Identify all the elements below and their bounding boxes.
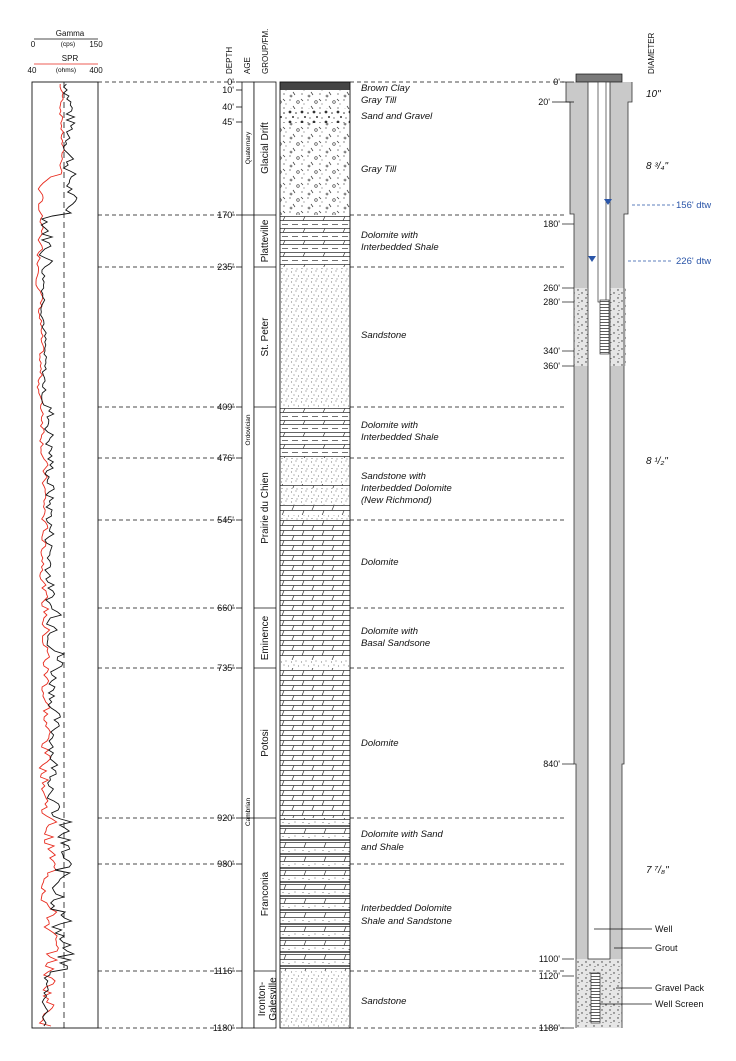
- desc-platteville-2: Interbedded Shale: [361, 242, 439, 253]
- diameter-labels: [646, 89, 669, 876]
- fm-franconia: Franconia: [260, 871, 271, 917]
- well-cap: [576, 74, 622, 82]
- well-depth-label-5: 340': [543, 346, 560, 356]
- fm-eminence: Eminence: [260, 615, 271, 661]
- water-level-226: 226' dtw: [676, 256, 712, 267]
- lith-gray-till-upper: [280, 90, 350, 109]
- spr-units: (ohms): [55, 67, 77, 74]
- age-header: AGE: [243, 57, 252, 74]
- lith-nr-band-2: [280, 505, 350, 515]
- fm-ironton: Ironton-: [257, 981, 268, 1017]
- legend-gravel-pack: Gravel Pack: [655, 983, 705, 993]
- gamma-min: 0: [30, 40, 36, 49]
- desc-gray-till-1: Gray Till: [361, 95, 397, 106]
- column-headers: [225, 29, 656, 74]
- well-screen-upper: [600, 300, 609, 354]
- lith-brown-clay: [280, 82, 350, 90]
- depth-label-8: 545': [217, 515, 234, 525]
- desc-stpeter: Sandstone: [361, 330, 407, 341]
- well-depth-label-3: 260': [543, 283, 560, 293]
- depth-header: DEPTH: [225, 46, 234, 74]
- desc-gray-till-2: Gray Till: [361, 164, 397, 175]
- depth-label-10: 735': [217, 663, 234, 673]
- desc-nr-3: (New Richmond): [361, 495, 432, 506]
- formation-column: [254, 82, 279, 1028]
- diameter-header: DIAMETER: [647, 32, 656, 74]
- diameter-8-3-4: 8 ³/₄": [646, 161, 669, 172]
- legend-well-screen: Well Screen: [655, 999, 704, 1009]
- desc-nr-2: Interbedded Dolomite: [361, 483, 452, 494]
- lith-st-peter: [280, 267, 350, 407]
- depth-label-4: 170': [217, 210, 234, 220]
- desc-ig: Sandstone: [361, 996, 407, 1007]
- depth-label-11: 920': [217, 813, 234, 823]
- lith-nr-band-1: [280, 484, 350, 488]
- desc-fr-3: Interbedded Dolomite: [361, 903, 452, 914]
- desc-pdc-1: Dolomite with: [361, 420, 419, 431]
- legend-grout: Grout: [655, 943, 678, 953]
- lith-sand-gravel: [280, 109, 350, 123]
- depth-label-13: 1116': [213, 966, 234, 976]
- lithology-descriptions: [361, 83, 452, 1007]
- fm-potosi: Potosi: [260, 729, 271, 757]
- lith-pdc-shale: [280, 407, 350, 458]
- fm-prairie-du-chien: Prairie du Chien: [260, 472, 271, 544]
- depth-label-5: 235': [217, 262, 234, 272]
- age-cambrian: Cambrian: [245, 797, 252, 827]
- age-ordovician: Ordovician: [245, 414, 252, 446]
- lith-ironton-galesville: [280, 971, 350, 1028]
- log-track: [32, 82, 98, 1028]
- gamma-units: (cps): [60, 41, 76, 48]
- age-column: [242, 82, 254, 1028]
- lith-gray-till-lower: [280, 123, 350, 215]
- well-inner-pipe: [598, 82, 606, 302]
- desc-brown-clay: Brown Clay: [361, 83, 410, 94]
- desc-em-2: Basal Sandsone: [361, 638, 431, 649]
- desc-fr-4: Shale and Sandstone: [361, 916, 452, 927]
- diameter-7-7-8: 7 ⁷/₈": [646, 865, 669, 876]
- desc-em-1: Dolomite with: [361, 626, 419, 637]
- depth-label-9: 660': [217, 603, 234, 613]
- well-depth-label-7: 840': [543, 759, 560, 769]
- well-construction: [566, 74, 711, 1028]
- lith-potosi: [280, 668, 350, 818]
- lith-platteville: [280, 215, 350, 267]
- well-depth-label-1: 20': [538, 97, 550, 107]
- depth-label-3: 45': [222, 117, 234, 127]
- desc-pdc-2: Interbedded Shale: [361, 432, 439, 443]
- depth-label-12: 980': [217, 859, 234, 869]
- well-depth-label-8: 1100': [538, 954, 560, 964]
- lith-eminence-basal-sand: [280, 660, 350, 668]
- well-depth-label-10: 1180': [538, 1023, 560, 1033]
- well-depth-label-2: 180': [543, 219, 560, 229]
- desc-sand-gravel: Sand and Gravel: [361, 111, 433, 122]
- spr-max: 400: [89, 66, 103, 75]
- lith-pdc-dolomite: [280, 520, 350, 608]
- diameter-10: 10": [646, 89, 661, 100]
- legend-well: Well: [655, 924, 673, 934]
- depth-label-2: 40': [222, 102, 234, 112]
- log-header: [28, 29, 104, 75]
- gamma-label: Gamma: [55, 29, 85, 38]
- lith-franconia: [280, 818, 350, 971]
- depth-label-1: 10': [222, 85, 234, 95]
- well-depth-label-9: 1120': [538, 971, 560, 981]
- water-level-156: 156' dtw: [676, 200, 712, 211]
- depth-label-6: 409': [217, 402, 234, 412]
- depth-label-0: 0': [227, 77, 234, 87]
- depth-label-7: 476': [217, 453, 234, 463]
- well-screen-lower: [591, 973, 600, 1023]
- lith-eminence: [280, 608, 350, 668]
- fm-st-peter: St. Peter: [260, 317, 271, 357]
- desc-pdc-dolomite: Dolomite: [361, 557, 399, 568]
- spr-label: SPR: [61, 54, 79, 63]
- age-column-frame: [242, 82, 254, 1028]
- group-header: GROUP/FM.: [261, 28, 270, 74]
- spr-min: 40: [27, 66, 37, 75]
- desc-fr-1: Dolomite with Sand: [361, 829, 443, 840]
- desc-platteville-1: Dolomite with: [361, 230, 419, 241]
- fm-galesville: Galesville: [268, 977, 279, 1021]
- fm-glacial-drift: Glacial Drift: [260, 122, 271, 174]
- well-depth-label-4: 280': [543, 297, 560, 307]
- diameter-8-1-2: 8 ¹/₂": [646, 456, 668, 467]
- lithology-column: [280, 82, 350, 1028]
- depth-label-14: 1180': [212, 1023, 234, 1033]
- desc-potosi: Dolomite: [361, 738, 399, 749]
- desc-nr-1: Sandstone with: [361, 471, 426, 482]
- age-quaternary: Quaternary: [245, 131, 252, 165]
- gamma-max: 150: [89, 40, 103, 49]
- well-depth-label-0: 0': [553, 77, 560, 87]
- fm-platteville: Platteville: [260, 219, 271, 263]
- well-depth-labels: [538, 77, 574, 1033]
- well-depth-label-6: 360': [543, 361, 560, 371]
- desc-fr-2: and Shale: [361, 842, 404, 853]
